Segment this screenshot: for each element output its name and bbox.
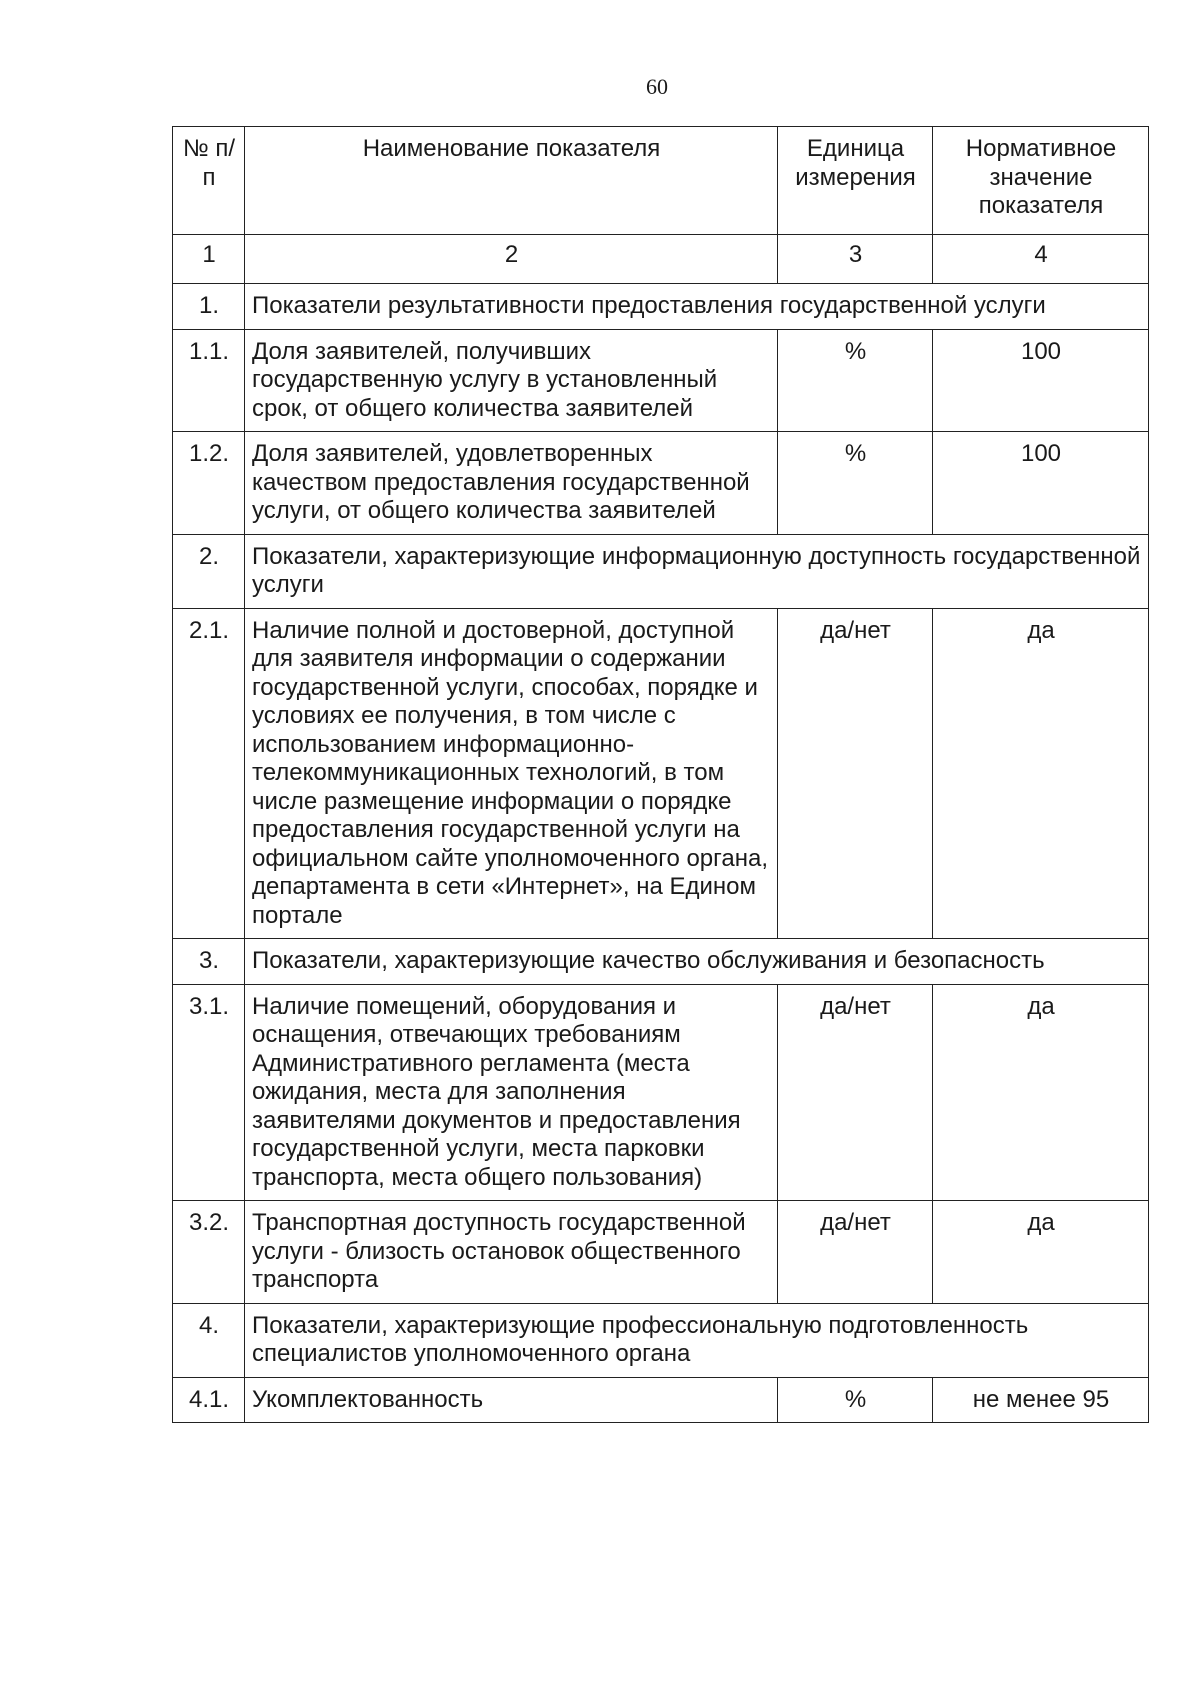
- header-norm: Нормативное значение показателя: [933, 127, 1149, 235]
- header-name: Наименование показателя: [245, 127, 778, 235]
- row-number: 1.2.: [173, 432, 245, 535]
- indicator-row: [173, 329, 1149, 432]
- table-header-row: [173, 127, 1149, 235]
- row-number: 4.: [173, 1303, 245, 1377]
- indicator-unit: %: [778, 432, 933, 535]
- indicators-table: [172, 126, 1149, 1423]
- indicator-row: [173, 1377, 1149, 1423]
- indicator-name: Наличие помещений, оборудования и оснащения, отвечающих требованиям Административного регламента (места ожидания, места для заполнения заявителями документов и предоставления государственной услуги, места парковки транспорта, места общего пользования): [245, 984, 778, 1201]
- section-title: Показатели результативности предоставления государственной услуги: [245, 284, 1149, 330]
- column-number: 4: [933, 235, 1149, 284]
- row-number: 3.2.: [173, 1201, 245, 1304]
- indicator-unit: %: [778, 329, 933, 432]
- indicator-unit: да/нет: [778, 984, 933, 1201]
- indicator-row: [173, 1201, 1149, 1304]
- row-number: 2.1.: [173, 608, 245, 939]
- page-number: 60: [646, 74, 668, 99]
- column-number-row: [173, 235, 1149, 284]
- column-number: 1: [173, 235, 245, 284]
- section-row: [173, 1303, 1149, 1377]
- section-row: [173, 939, 1149, 985]
- row-number: 2.: [173, 534, 245, 608]
- indicator-name: Доля заявителей, получивших государственную услугу в установленный срок, от общего количества заявителей: [245, 329, 778, 432]
- indicator-row: [173, 608, 1149, 939]
- indicator-norm-value: не менее 95: [933, 1377, 1149, 1423]
- indicator-unit: да/нет: [778, 608, 933, 939]
- indicator-name: Укомплектованность: [245, 1377, 778, 1423]
- column-number: 2: [245, 235, 778, 284]
- indicator-unit: да/нет: [778, 1201, 933, 1304]
- indicator-norm-value: 100: [933, 329, 1149, 432]
- section-row: [173, 534, 1149, 608]
- indicator-name: Транспортная доступность государственной услуги - близость остановок общественного транспорта: [245, 1201, 778, 1304]
- indicator-norm-value: 100: [933, 432, 1149, 535]
- row-number: 3.1.: [173, 984, 245, 1201]
- indicator-norm-value: да: [933, 608, 1149, 939]
- row-number: 1.: [173, 284, 245, 330]
- indicator-norm-value: да: [933, 984, 1149, 1201]
- indicator-norm-value: да: [933, 1201, 1149, 1304]
- row-number: 3.: [173, 939, 245, 985]
- row-number: 4.1.: [173, 1377, 245, 1423]
- indicator-row: [173, 984, 1149, 1201]
- indicator-name: Доля заявителей, удовлетворенных качеством предоставления государственной услуги, от общего количества заявителей: [245, 432, 778, 535]
- section-title: Показатели, характеризующие профессиональную подготовленность специалистов уполномоченного органа: [245, 1303, 1149, 1377]
- table-body: [173, 284, 1149, 1423]
- indicator-unit: %: [778, 1377, 933, 1423]
- indicator-name: Наличие полной и достоверной, доступной для заявителя информации о содержании государственной услуги, способах, порядке и условиях ее получения, в том числе с использованием информационно-телекоммуникационных технологий, в том числе размещение информации о порядке предоставления государственной услуги на официальном сайте уполномоченного органа, департамента в сети «Интернет», на Едином портале: [245, 608, 778, 939]
- section-row: [173, 284, 1149, 330]
- header-unit: Единица измерения: [778, 127, 933, 235]
- indicator-row: [173, 432, 1149, 535]
- column-number: 3: [778, 235, 933, 284]
- row-number: 1.1.: [173, 329, 245, 432]
- section-title: Показатели, характеризующие качество обслуживания и безопасность: [245, 939, 1149, 985]
- header-num: № п/п: [173, 127, 245, 235]
- section-title: Показатели, характеризующие информационную доступность государственной услуги: [245, 534, 1149, 608]
